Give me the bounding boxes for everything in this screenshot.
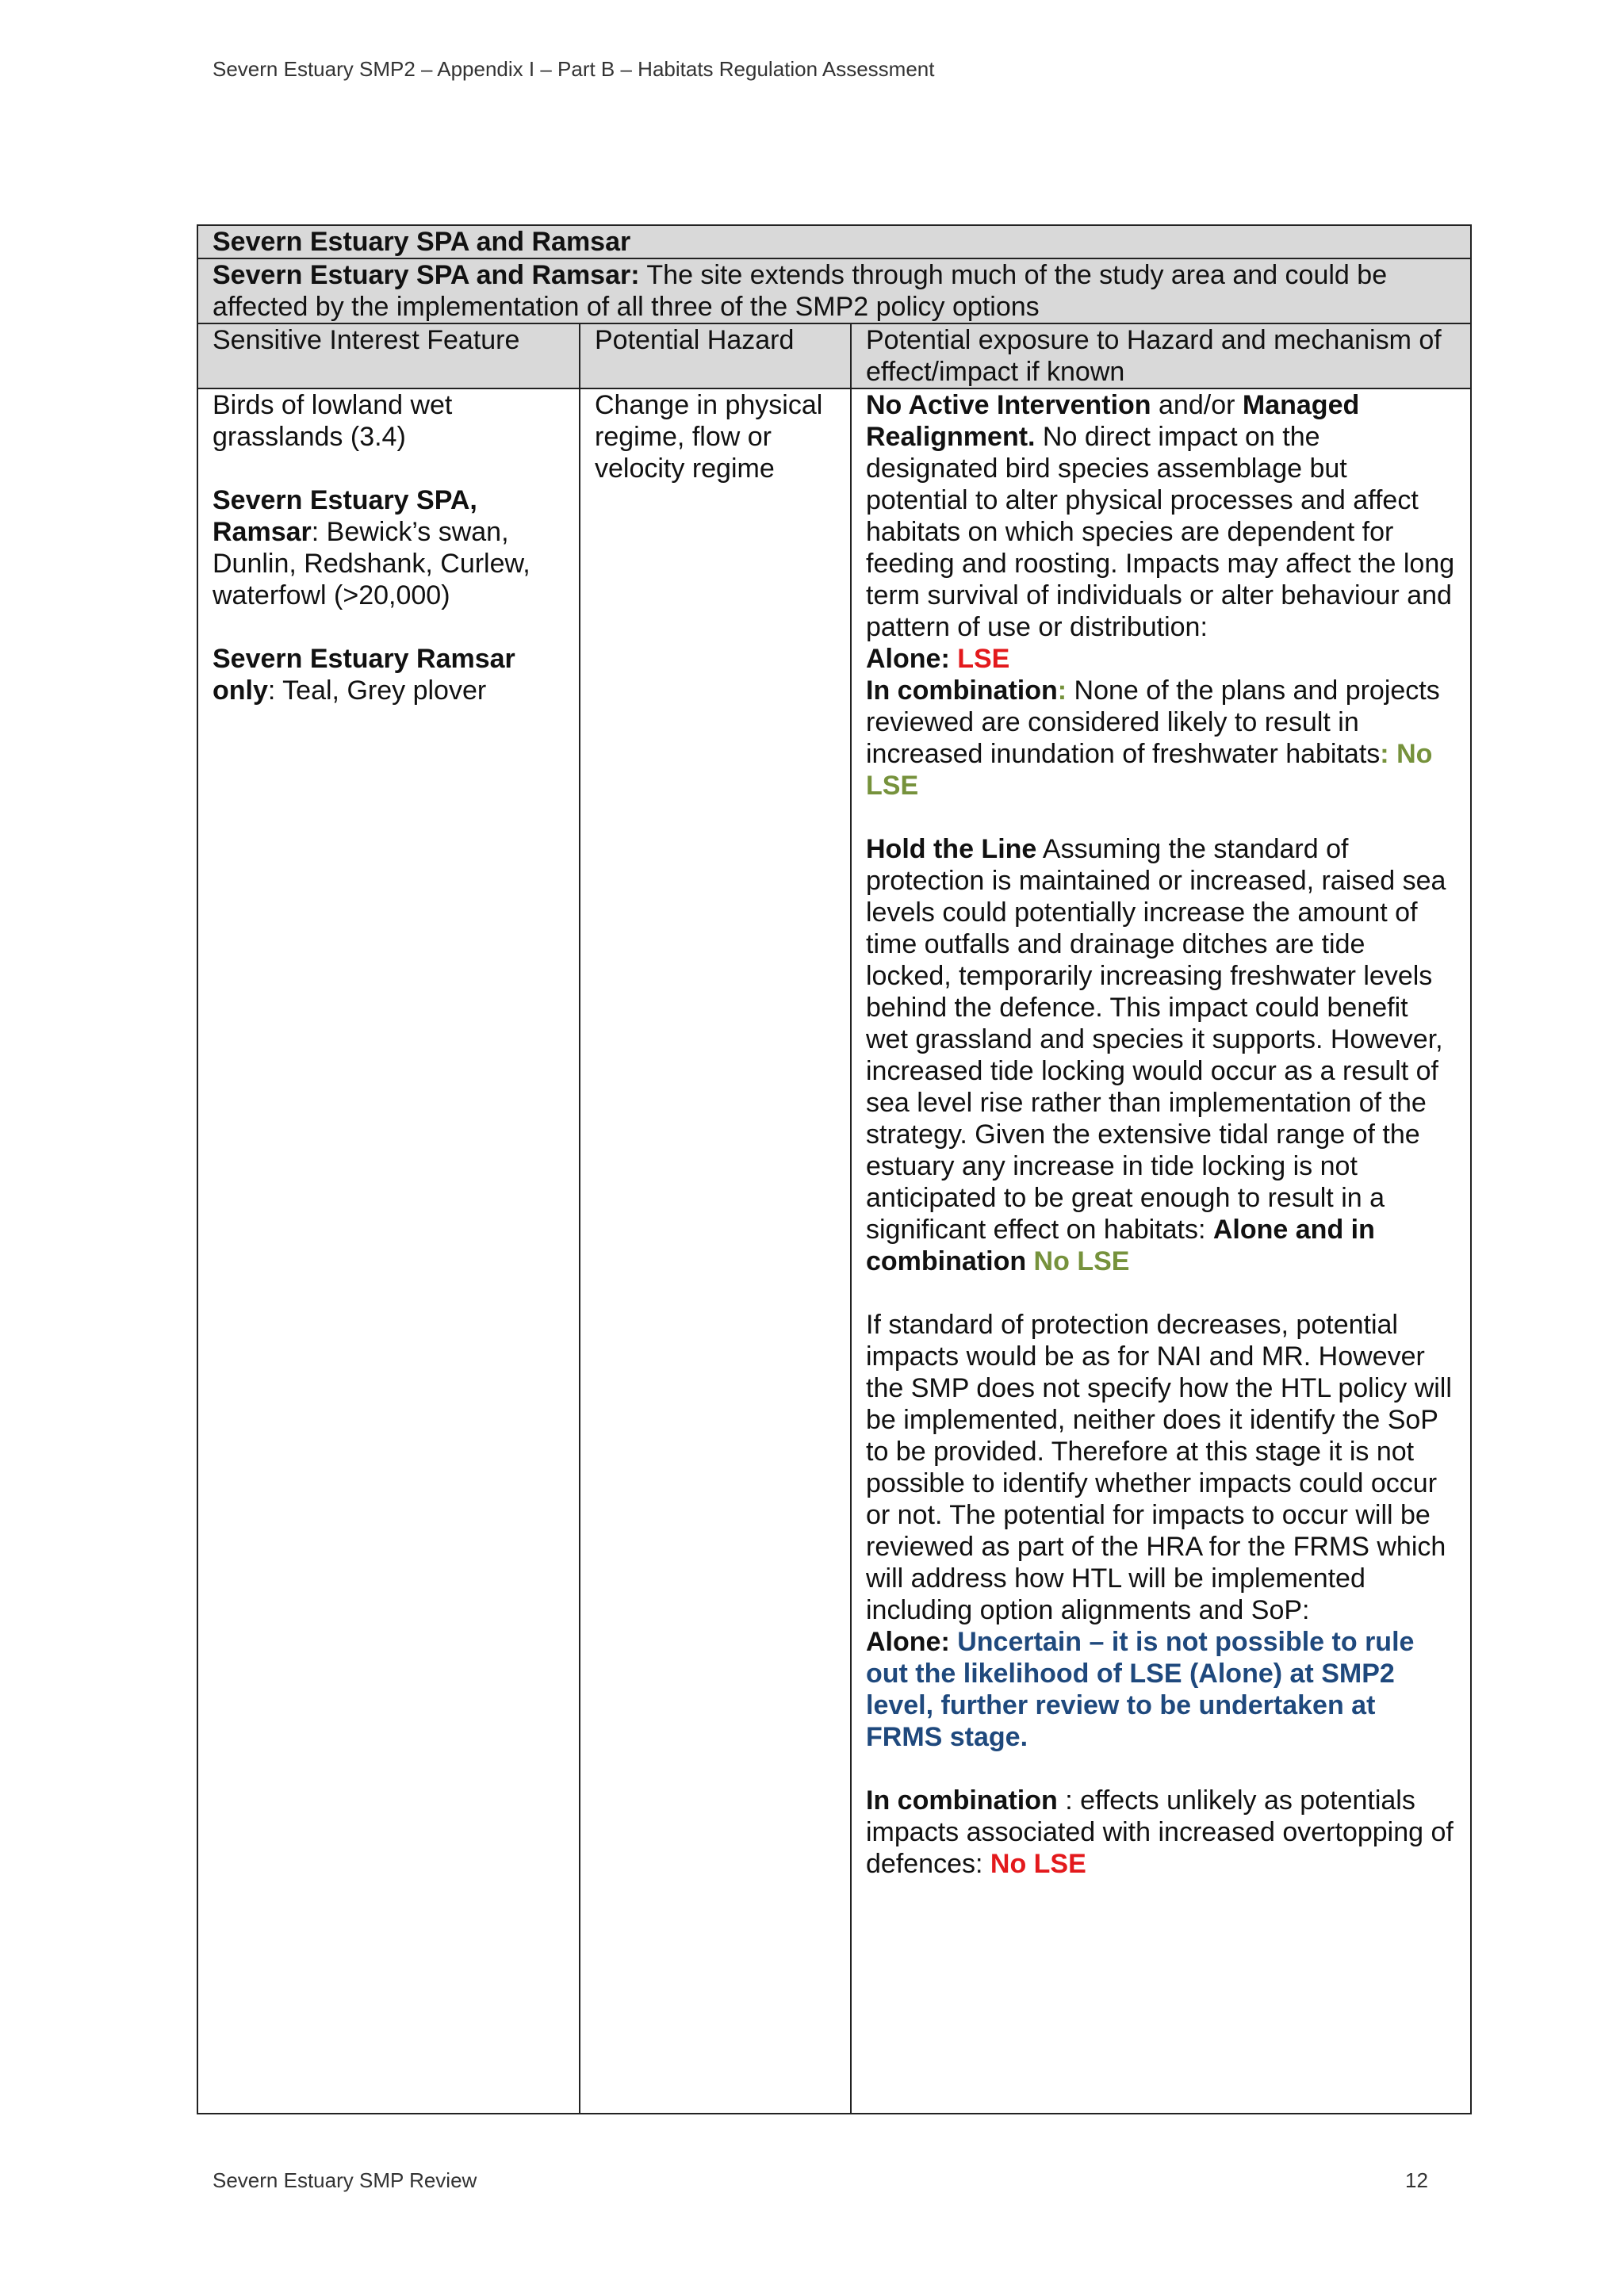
table-row bbox=[197, 388, 1471, 2114]
column-header-hazard: Potential Hazard bbox=[580, 323, 851, 388]
footer-title: Severn Estuary SMP Review bbox=[213, 2168, 477, 2192]
exposure-cell bbox=[851, 388, 1471, 2114]
column-header-exposure: Potential exposure to Hazard and mechanism of effect/impact if known bbox=[851, 323, 1471, 388]
table-title: Severn Estuary SPA and Ramsar bbox=[197, 225, 1471, 258]
in-combination-label: In combination bbox=[866, 675, 1058, 706]
no-lse-badge: No LSE bbox=[990, 1849, 1086, 1879]
htl-paragraph bbox=[866, 833, 1456, 1277]
alone-result-2 bbox=[866, 1626, 1456, 1753]
table-intro-row bbox=[197, 258, 1471, 323]
intro-label: Severn Estuary SPA and Ramsar: bbox=[213, 260, 640, 290]
table-title-row bbox=[197, 225, 1471, 258]
feature-cell bbox=[197, 388, 580, 2114]
nai-mr-paragraph bbox=[866, 389, 1456, 643]
ramsar-label: Severn Estuary Ramsar only bbox=[213, 644, 515, 706]
hazard-cell: Change in physical regime, flow or velocity regime bbox=[580, 388, 851, 2114]
uncertain-badge: Uncertain – it is not possible to rule out the likelihood of LSE (Alone) at SMP2 level, further review to be undertaken at FRMS stage. bbox=[866, 1627, 1415, 1752]
in-combination-colon: : bbox=[1057, 675, 1067, 706]
ramsar-features bbox=[213, 643, 565, 706]
column-header-feature: Sensitive Interest Feature bbox=[197, 323, 580, 388]
alone-label: Alone: bbox=[866, 644, 958, 674]
in-combination-text: : effects unlikely as potentials impacts associated with increased overtopping of defences: bbox=[866, 1785, 1454, 1879]
in-combination-result-2 bbox=[866, 1785, 1456, 1880]
in-combination-text: None of the plans and projects reviewed are considered likely to result in increased inundation of freshwater habitats bbox=[866, 675, 1440, 769]
alone-result-1 bbox=[866, 643, 1456, 675]
spa-species: : Bewick’s swan, Dunlin, Redshank, Curlew, waterfowl (>20,000) bbox=[213, 517, 530, 610]
no-lse-badge: : No LSE bbox=[866, 739, 1433, 801]
table-intro bbox=[197, 258, 1471, 323]
intro-text: The site extends through much of the study area and could be affected by the implementation of all three of the SMP2 policy options bbox=[213, 260, 1388, 322]
in-combination-label: In combination bbox=[866, 1785, 1058, 1816]
no-lse-badge: No LSE bbox=[1026, 1246, 1130, 1276]
htl-text: Assuming the standard of protection is maintained or increased, raised sea levels could potentially increase the amount of time outfalls and drainage ditches are tide locked, temporarily increasing freshwater levels behind the defence. This impact could benefit wet grassland and species it supports. However, increased tide locking would occur as a result of sea level rise rather than implementation of the strategy. Given the extensive tidal range of the estuary any increase in tide locking is not anticipated to be great enough to result in a significant effect on habitats: bbox=[866, 834, 1446, 1245]
alone-label: Alone: bbox=[866, 1627, 958, 1657]
spa-features bbox=[213, 484, 565, 611]
ramsar-species: : Teal, Grey plover bbox=[267, 675, 487, 706]
page-number: 12 bbox=[1405, 2168, 1428, 2192]
nai-connector: and/or bbox=[1151, 390, 1243, 420]
column-header-row bbox=[197, 323, 1471, 388]
lse-badge: LSE bbox=[957, 644, 1010, 674]
hra-table bbox=[197, 224, 1472, 2114]
nai-mr-text: No direct impact on the designated bird species assemblage but potential to alter physical processes and affect habitats on which species are dependent for feeding and roosting. Impacts may affect the long term survival of individuals or alter behaviour and pattern of use or distribution: bbox=[866, 422, 1455, 642]
mr-label: Managed Realignment. bbox=[866, 390, 1360, 452]
sop-paragraph: If standard of protection decreases, potential impacts would be as for NAI and MR. However the SMP does not specify how the HTL policy will be implemented, neither does it identify the SoP to be provided. Therefore at this stage it is not possible to identify whether impacts could occur or not. The potential for impacts to occur will be reviewed as part of the HRA for the FRMS which will address how HTL will be implemented including option alignments and SoP: bbox=[866, 1310, 1452, 1625]
nai-label: No Active Intervention bbox=[866, 390, 1151, 420]
in-combination-result-1 bbox=[866, 675, 1456, 802]
spa-label: Severn Estuary SPA, Ramsar bbox=[213, 485, 477, 547]
htl-label: Hold the Line bbox=[866, 834, 1037, 864]
page-header: Severn Estuary SMP2 – Appendix I – Part B – Habitats Regulation Assessment bbox=[213, 57, 935, 81]
htl-result-label: Alone and in combination bbox=[866, 1215, 1375, 1276]
feature-line: Birds of lowland wet grasslands (3.4) bbox=[213, 390, 453, 452]
